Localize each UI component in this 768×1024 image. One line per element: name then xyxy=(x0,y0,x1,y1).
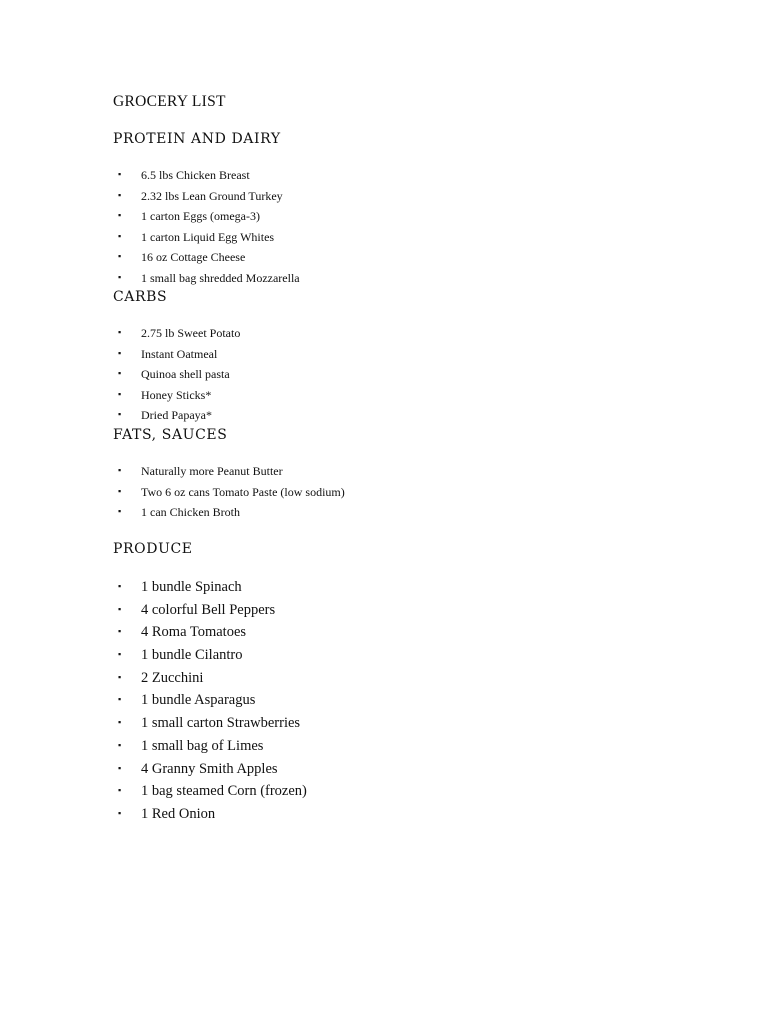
list-item-text: 1 bundle Asparagus xyxy=(141,692,256,709)
list-item xyxy=(113,484,345,505)
list-item-text: 1 bag steamed Corn (frozen) xyxy=(141,783,307,800)
list-item xyxy=(113,407,240,428)
bullet-icon: ▪ xyxy=(118,603,122,614)
bullet-icon: ▪ xyxy=(118,465,122,475)
bullet-icon: ▪ xyxy=(118,671,122,682)
list-item-text: 1 bundle Spinach xyxy=(141,579,242,595)
list-item xyxy=(113,270,300,291)
list-item-text: Honey Sticks* xyxy=(141,387,212,402)
bullet-icon: ▪ xyxy=(118,230,122,241)
list-item-text: Dried Papaya* xyxy=(141,408,212,423)
bullet-icon: ▪ xyxy=(118,368,122,379)
list-item xyxy=(113,601,307,624)
list-produce xyxy=(113,578,307,828)
list-item xyxy=(113,346,240,367)
bullet-icon: ▪ xyxy=(118,506,122,517)
bullet-icon: ▪ xyxy=(118,388,122,399)
list-item xyxy=(113,646,307,669)
list-item xyxy=(113,249,300,270)
list-item-text: 16 oz Cottage Cheese xyxy=(141,250,246,265)
bullet-icon: ▪ xyxy=(118,626,122,637)
list-carbs xyxy=(113,325,240,428)
list-item-text: 1 carton Liquid Egg Whites xyxy=(141,229,275,244)
list-item-text: 1 small bag shredded Mozzarella xyxy=(141,270,300,285)
list-item-text: 6.5 lbs Chicken Breast xyxy=(141,168,250,182)
list-item xyxy=(113,366,240,387)
list-item xyxy=(113,167,300,188)
bullet-icon: ▪ xyxy=(118,347,122,358)
bullet-icon: ▪ xyxy=(118,485,122,496)
bullet-icon: ▪ xyxy=(118,694,122,705)
bullet-icon: ▪ xyxy=(118,327,122,337)
list-item xyxy=(113,504,345,525)
bullet-icon: ▪ xyxy=(118,807,122,818)
list-item-text: 1 small bag of Limes xyxy=(141,737,264,754)
section-heading-fats-sauces: FATS, SAUCES xyxy=(113,427,228,443)
list-item xyxy=(113,669,307,692)
list-item-text: 2 Zucchini xyxy=(141,669,204,686)
list-item xyxy=(113,623,307,646)
list-item xyxy=(113,578,307,601)
list-item-text: 2.75 lb Sweet Potato xyxy=(141,326,241,340)
list-item-text: 1 can Chicken Broth xyxy=(141,505,240,520)
bullet-icon: ▪ xyxy=(118,581,122,591)
list-item xyxy=(113,387,240,408)
section-heading-produce: PRODUCE xyxy=(113,541,193,557)
list-item xyxy=(113,782,307,805)
bullet-icon: ▪ xyxy=(118,210,122,221)
list-item-text: 1 carton Eggs (omega-3) xyxy=(141,209,260,224)
list-item xyxy=(113,463,345,484)
bullet-icon: ▪ xyxy=(118,271,122,282)
list-item xyxy=(113,714,307,737)
bullet-icon: ▪ xyxy=(118,762,122,773)
list-item xyxy=(113,208,300,229)
list-item-text: Two 6 oz cans Tomato Paste (low sodium) xyxy=(141,484,345,499)
bullet-icon: ▪ xyxy=(118,717,122,728)
list-item xyxy=(113,325,240,346)
bullet-icon: ▪ xyxy=(118,785,122,796)
list-item xyxy=(113,737,307,760)
list-item-text: Quinoa shell pasta xyxy=(141,367,230,382)
list-item xyxy=(113,188,300,209)
list-item-text: Naturally more Peanut Butter xyxy=(141,464,283,478)
list-item-text: 1 small carton Strawberries xyxy=(141,715,301,732)
list-item xyxy=(113,760,307,783)
list-item-text: Instant Oatmeal xyxy=(141,346,218,361)
bullet-icon: ▪ xyxy=(118,251,122,262)
list-item-text: 4 Granny Smith Apples xyxy=(141,760,278,777)
list-item xyxy=(113,229,300,250)
bullet-icon: ▪ xyxy=(118,649,122,660)
list-item xyxy=(113,805,307,828)
list-item-text: 4 colorful Bell Peppers xyxy=(141,601,276,618)
list-item-text: 4 Roma Tomatoes xyxy=(141,624,247,641)
list-protein-and-dairy xyxy=(113,167,300,291)
document-title: GROCERY LIST xyxy=(113,93,226,110)
section-heading-carbs: CARBS xyxy=(113,289,168,305)
bullet-icon: ▪ xyxy=(118,739,122,750)
bullet-icon: ▪ xyxy=(118,409,122,420)
list-item-text: 1 Red Onion xyxy=(141,805,216,822)
list-item-text: 1 bundle Cilantro xyxy=(141,647,243,664)
bullet-icon: ▪ xyxy=(118,189,122,200)
section-heading-protein-and-dairy: PROTEIN AND DAIRY xyxy=(113,131,281,147)
bullet-icon: ▪ xyxy=(118,169,122,179)
list-item-text: 2.32 lbs Lean Ground Turkey xyxy=(141,188,283,203)
list-fats-sauces xyxy=(113,463,345,525)
list-item xyxy=(113,691,307,714)
